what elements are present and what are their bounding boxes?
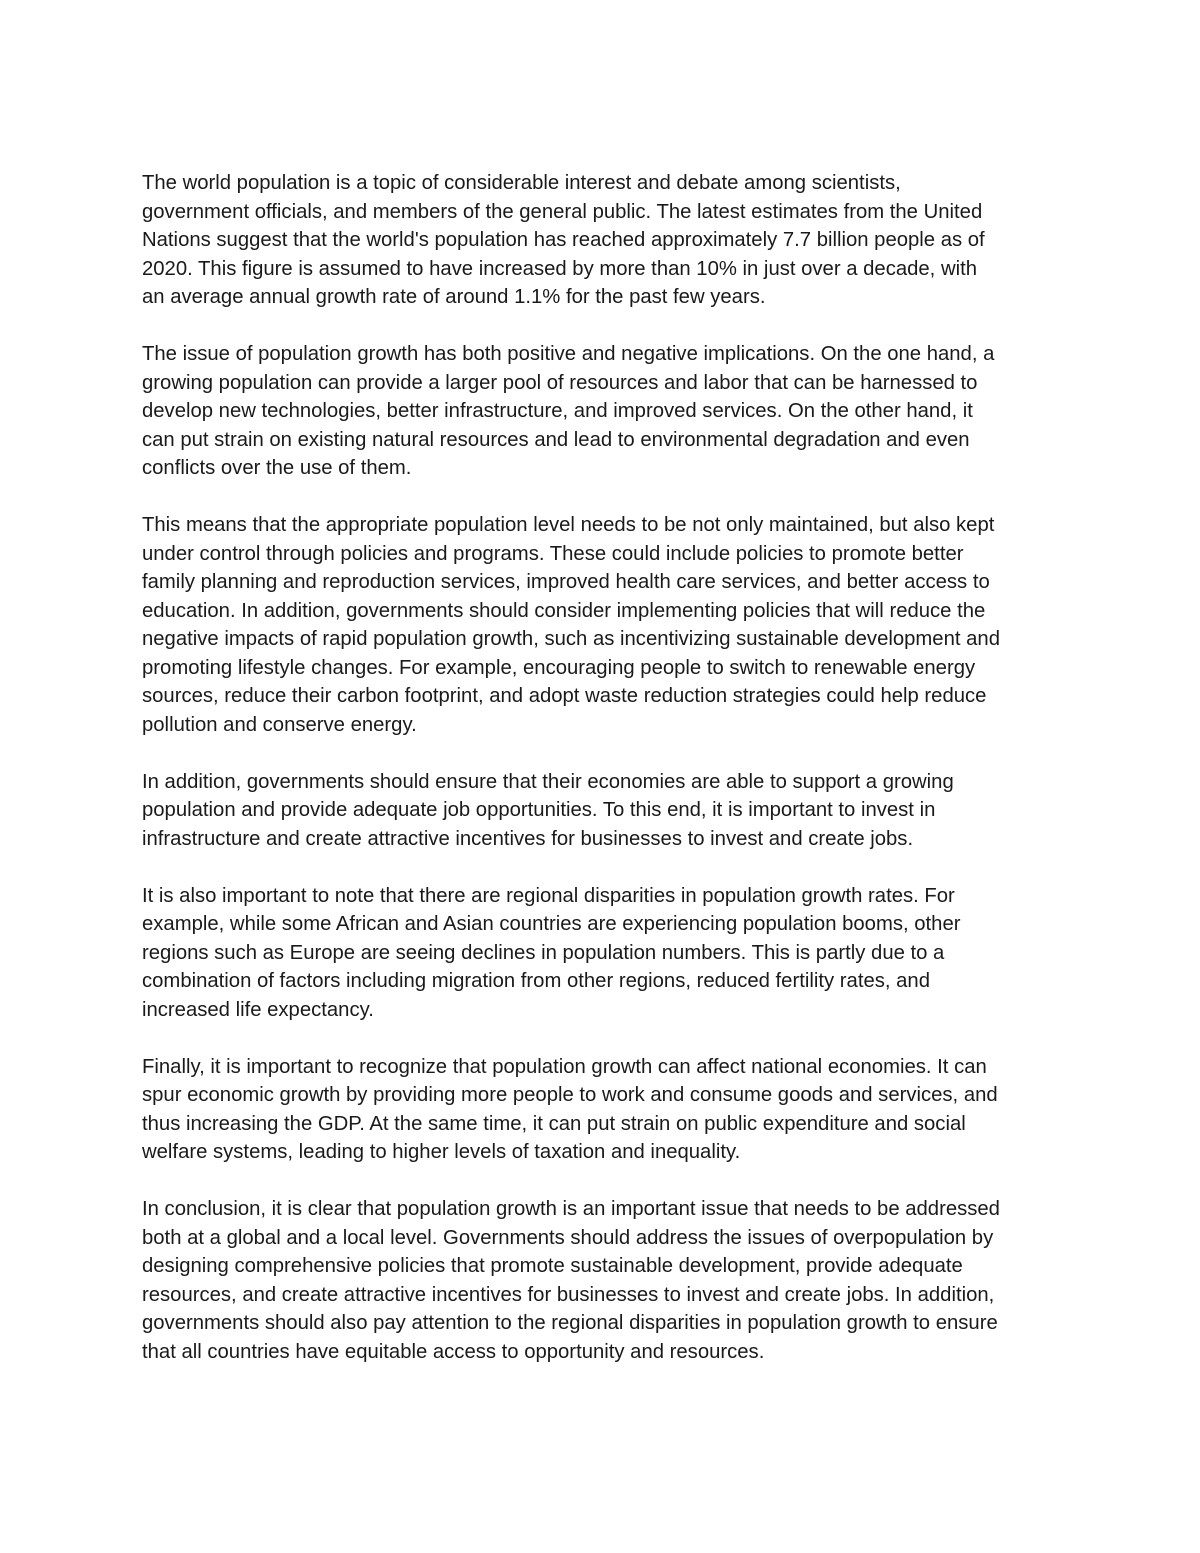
text-line: sources, reduce their carbon footprint, and adopt waste reduction strategies could help reduce <box>142 685 987 707</box>
text-line: combination of factors including migration from other regions, reduced fertility rates, and <box>142 970 930 992</box>
text-line: both at a global and a local level. Governments should address the issues of overpopulation by <box>142 1226 994 1249</box>
text-line: spur economic growth by providing more people to work and consume goods and services, and <box>142 1084 998 1106</box>
text-line: negative impacts of rapid population growth, such as incentivizing sustainable development and <box>142 628 1000 650</box>
text-line: increased life expectancy. <box>142 998 374 1021</box>
text-line: 2020. This figure is assumed to have increased by more than 10% in just over a decade, with <box>142 257 978 280</box>
text-line: thus increasing the GDP. At the same time, it can put strain on public expenditure and social <box>142 1112 966 1135</box>
text-line: It is also important to note that there are regional disparities in population growth rates. For <box>142 884 955 907</box>
text-line: regions such as Europe are seeing declines in population numbers. This is partly due to a <box>142 941 945 964</box>
text-line: develop new technologies, better infrastructure, and improved services. On the other hand, it <box>142 400 973 422</box>
text-line: governments should also pay attention to the regional disparities in population growth to ensure <box>142 1312 998 1334</box>
text-line: Finally, it is important to recognize that population growth can affect national economies. It can <box>142 1055 987 1078</box>
text-line: growing population can provide a larger pool of resources and labor that can be harnessed to <box>142 371 978 394</box>
text-line: promoting lifestyle changes. For example, encouraging people to switch to renewable energy <box>142 656 976 679</box>
text-line: that all countries have equitable access to opportunity and resources. <box>142 1340 765 1363</box>
paragraph-1 <box>142 169 1062 312</box>
paragraph-6 <box>142 1053 1062 1167</box>
text-line: welfare systems, leading to higher levels of taxation and inequality. <box>142 1141 741 1163</box>
document-body <box>142 169 1062 1395</box>
text-line: Nations suggest that the world's population has reached approximately 7.7 billion people as of <box>142 229 985 251</box>
text-line: The world population is a topic of considerable interest and debate among scientists, <box>142 172 901 194</box>
text-line: resources, and create attractive incentives for businesses to invest and create jobs. In addition, <box>142 1283 995 1306</box>
text-line: example, while some African and Asian countries are experiencing population booms, other <box>142 913 961 935</box>
text-line: government officials, and members of the general public. The latest estimates from the United <box>142 200 983 223</box>
text-line: infrastructure and create attractive incentives for businesses to invest and create jobs. <box>142 827 914 850</box>
text-line: In conclusion, it is clear that population growth is an important issue that needs to be addressed <box>142 1198 1000 1220</box>
text-line: under control through policies and programs. These could include policies to promote better <box>142 542 964 565</box>
paragraph-3 <box>142 511 1062 739</box>
text-line: designing comprehensive policies that promote sustainable development, provide adequate <box>142 1255 963 1277</box>
paragraph-7 <box>142 1195 1062 1366</box>
text-line: pollution and conserve energy. <box>142 713 417 736</box>
paragraph-5 <box>142 882 1062 1025</box>
text-line: can put strain on existing natural resources and lead to environmental degradation and even <box>142 428 970 451</box>
paragraph-2 <box>142 340 1062 483</box>
text-line: The issue of population growth has both positive and negative implications. On the one hand, a <box>142 343 995 365</box>
paragraph-4 <box>142 768 1062 854</box>
text-line: family planning and reproduction services, improved health care services, and better access to <box>142 571 990 593</box>
text-line: conflicts over the use of them. <box>142 457 412 479</box>
text-line: education. In addition, governments should consider implementing policies that will reduce the <box>142 599 986 622</box>
text-line: an average annual growth rate of around 1.1% for the past few years. <box>142 286 766 308</box>
text-line: population and provide adequate job opportunities. To this end, it is important to invest in <box>142 799 936 821</box>
text-line: In addition, governments should ensure that their economies are able to support a growing <box>142 770 954 793</box>
text-line: This means that the appropriate population level needs to be not only maintained, but also kept <box>142 514 995 536</box>
